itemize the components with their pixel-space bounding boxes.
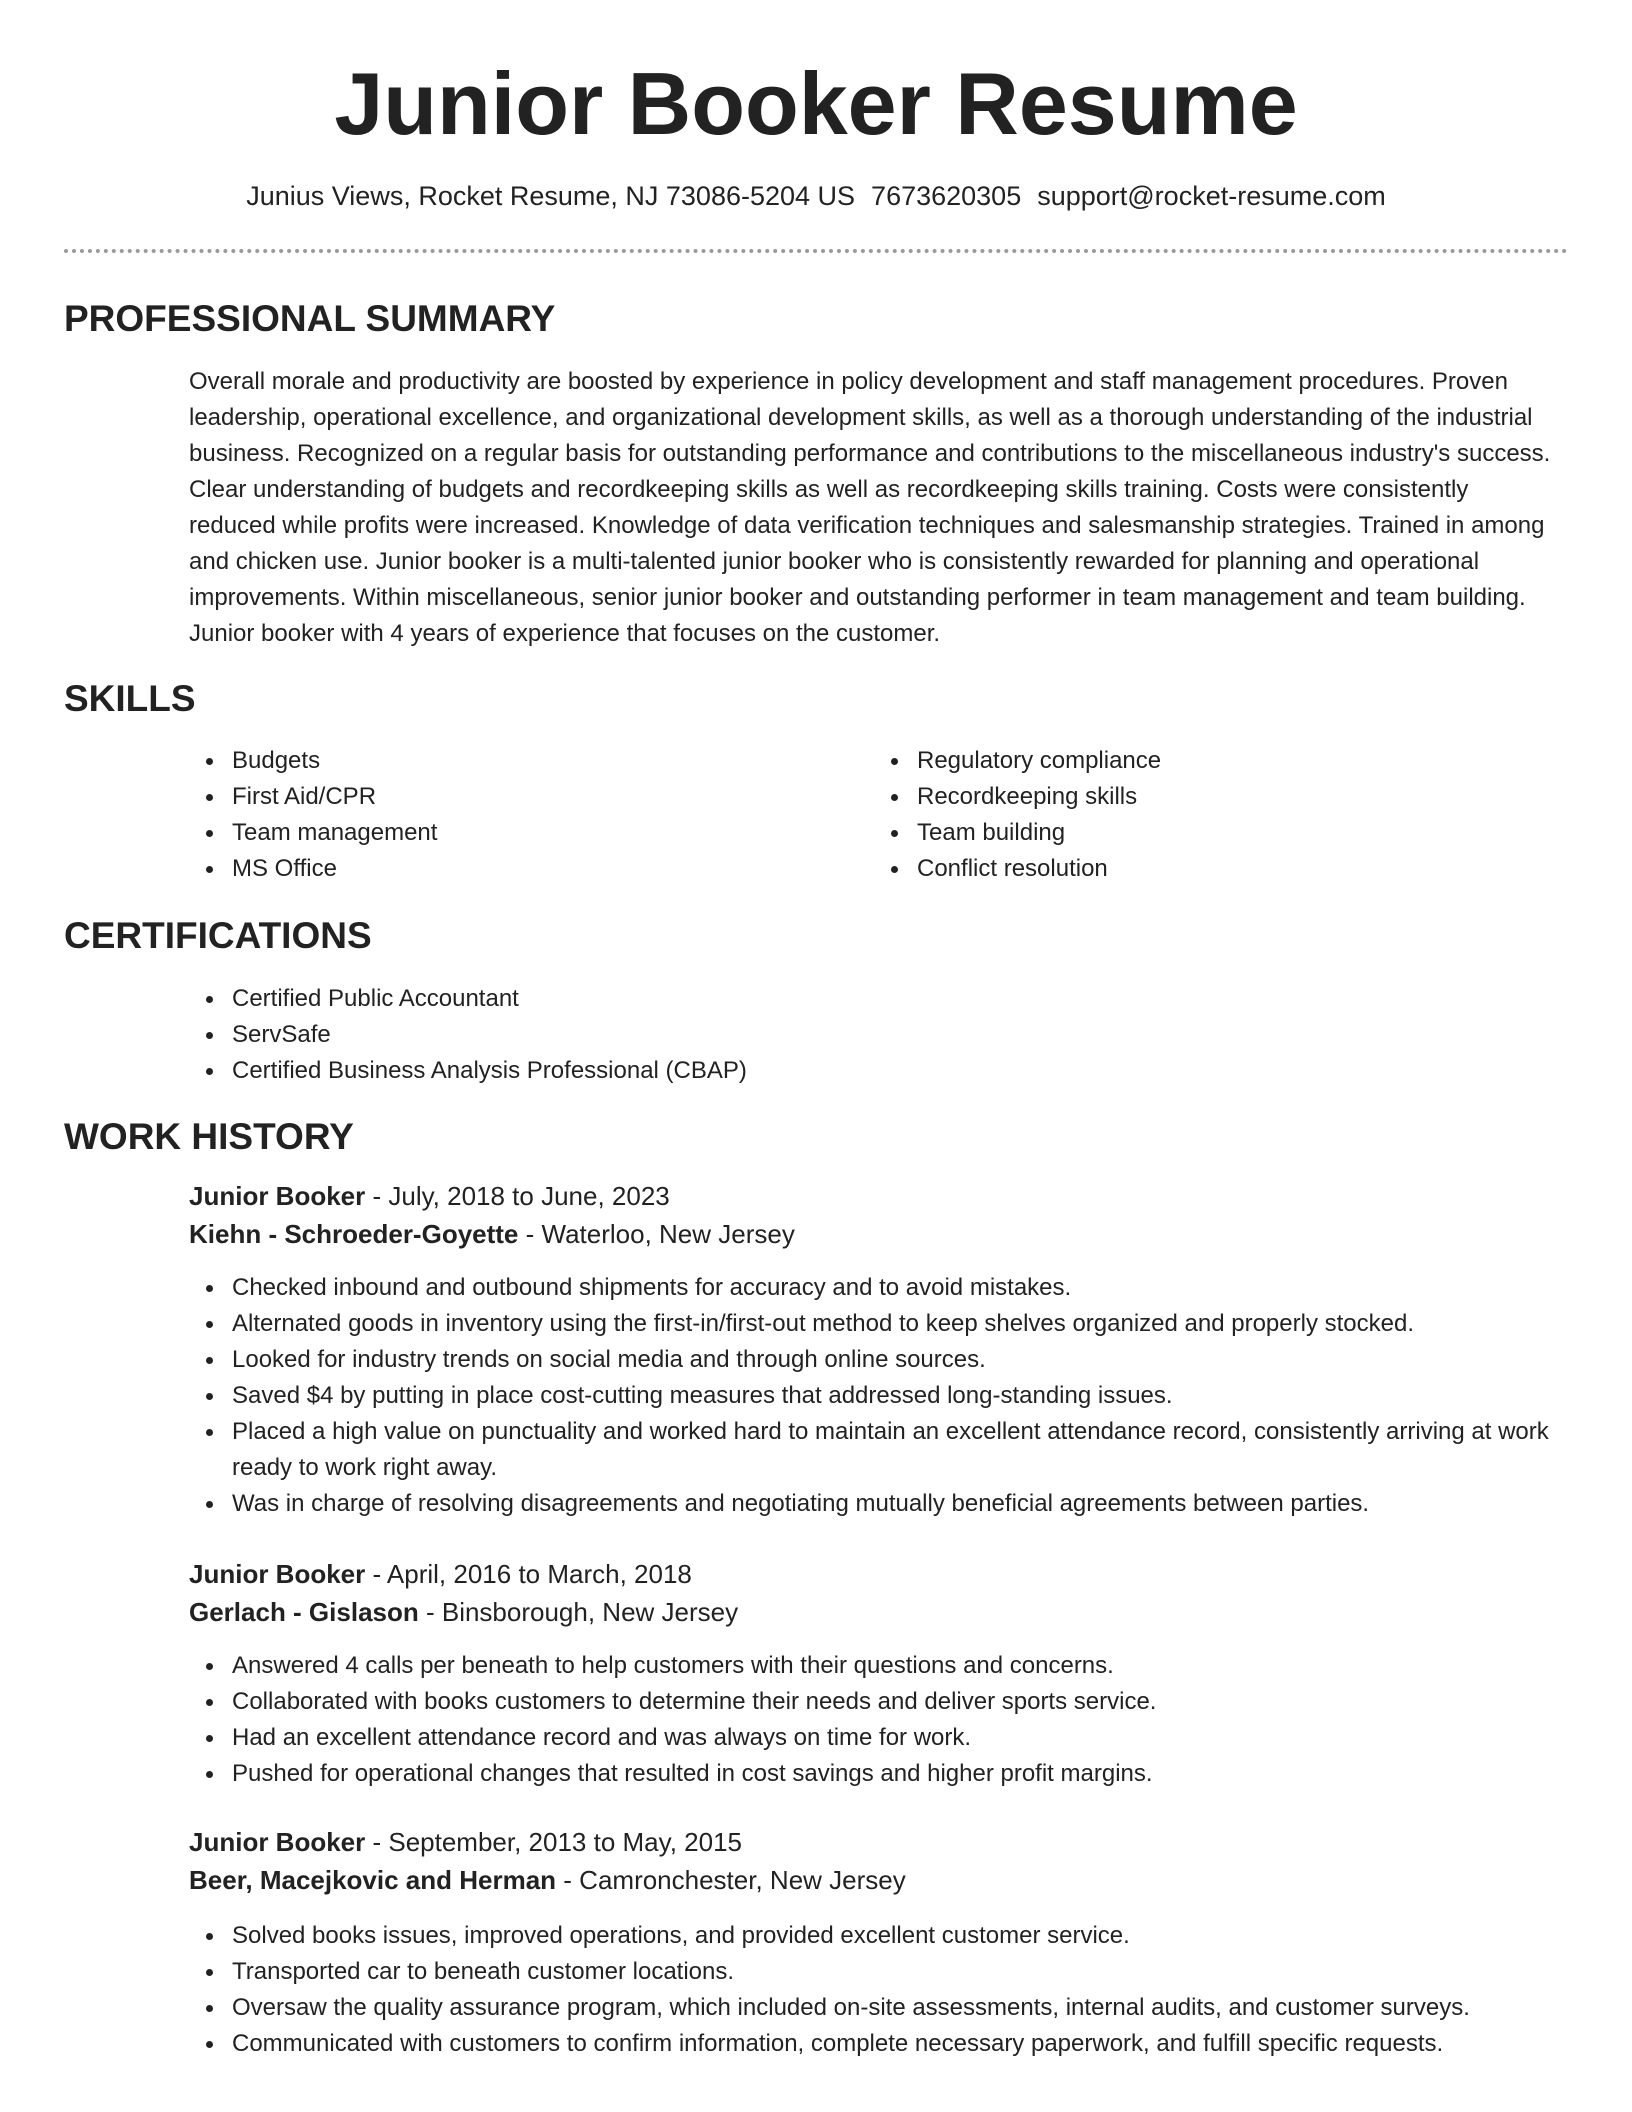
- job-dates: - July, 2018 to June, 2023: [365, 1181, 670, 1211]
- job-bullet: Communicated with customers to confirm information, complete necessary paperwork, and fulfill specific requests.: [232, 2026, 1559, 2062]
- job-bullet: Alternated goods in inventory using the first-in/first-out method to keep shelves organized and properly stocked.: [232, 1306, 1559, 1342]
- job-company-line: [189, 1215, 1559, 1253]
- job-bullet: Placed a high value on punctuality and worked hard to maintain an excellent attendance record, consistently arriving at work ready to work right away.: [232, 1414, 1559, 1486]
- skill-item: Conflict resolution: [917, 851, 1559, 887]
- job-title-line: [189, 1823, 1559, 1861]
- summary-heading: PROFESSIONAL SUMMARY: [64, 298, 556, 339]
- job-company: Beer, Macejkovic and Herman: [189, 1865, 557, 1895]
- job-bullet: Oversaw the quality assurance program, which included on-site assessments, internal audits, and customer surveys.: [232, 1990, 1559, 2026]
- job-bullet: Transported car to beneath customer locations.: [232, 1954, 1559, 1990]
- skills-list-right: [874, 743, 1559, 887]
- skills-heading: SKILLS: [64, 678, 196, 719]
- job-bullets-block: [189, 1648, 1559, 1792]
- job-bullets-block: [189, 1918, 1559, 2062]
- skill-item: First Aid/CPR: [232, 779, 874, 815]
- skill-item: Team building: [917, 815, 1559, 851]
- job-bullets-block: [189, 1270, 1559, 1522]
- summary-block: [189, 364, 1559, 652]
- page-title: Junior Booker Resume: [334, 54, 1298, 153]
- job-bullet: Was in charge of resolving disagreements and negotiating mutually beneficial agreements between parties.: [232, 1486, 1559, 1522]
- skills-block: [189, 743, 1559, 887]
- job-bullets: [189, 1648, 1559, 1792]
- header-divider: [64, 249, 1568, 253]
- certifications-list: [189, 981, 1559, 1089]
- job-title: Junior Booker: [189, 1559, 366, 1589]
- job-bullet: Answered 4 calls per beneath to help customers with their questions and concerns.: [232, 1648, 1559, 1684]
- contact-email: support@rocket-resume.com: [1037, 181, 1386, 211]
- job-location: - Waterloo, New Jersey: [518, 1219, 795, 1249]
- certification-item: Certified Business Analysis Professional (CBAP): [232, 1053, 1559, 1089]
- skill-item: MS Office: [232, 851, 874, 887]
- job-title: Junior Booker: [189, 1181, 366, 1211]
- job-bullet: Saved $4 by putting in place cost-cutting measures that addressed long-standing issues.: [232, 1378, 1559, 1414]
- job-bullet: Collaborated with books customers to determine their needs and deliver sports service.: [232, 1684, 1559, 1720]
- certifications-block: [189, 981, 1559, 1089]
- job-company: Kiehn - Schroeder-Goyette: [189, 1219, 519, 1249]
- job-title-line: [189, 1177, 1559, 1215]
- job-location: - Camronchester, New Jersey: [556, 1865, 906, 1895]
- skills-list-left: [189, 743, 874, 887]
- job-bullet: Solved books issues, improved operations, and provided excellent customer service.: [232, 1918, 1559, 1954]
- certification-item: Certified Public Accountant: [232, 981, 1559, 1017]
- skill-item: Regulatory compliance: [917, 743, 1559, 779]
- job-company: Gerlach - Gislason: [189, 1597, 419, 1627]
- job-company-line: [189, 1593, 1559, 1631]
- job-bullet: Had an excellent attendance record and was always on time for work.: [232, 1720, 1559, 1756]
- skill-item: Recordkeeping skills: [917, 779, 1559, 815]
- job-bullets: [189, 1270, 1559, 1522]
- contact-phone: 7673620305: [871, 181, 1022, 211]
- job-entry: [189, 1555, 1559, 1631]
- job-dates: - September, 2013 to May, 2015: [365, 1827, 742, 1857]
- job-company-line: [189, 1861, 1559, 1899]
- contact-line: [0, 176, 1632, 216]
- job-location: - Binsborough, New Jersey: [418, 1597, 739, 1627]
- job-bullet: Looked for industry trends on social media and through online sources.: [232, 1342, 1559, 1378]
- certification-item: ServSafe: [232, 1017, 1559, 1053]
- job-entry: [189, 1823, 1559, 1899]
- certifications-heading: CERTIFICATIONS: [64, 915, 372, 956]
- skill-item: Budgets: [232, 743, 874, 779]
- job-title: Junior Booker: [189, 1827, 366, 1857]
- job-entry: [189, 1177, 1559, 1253]
- skill-item: Team management: [232, 815, 874, 851]
- job-title-line: [189, 1555, 1559, 1593]
- work-history-heading: WORK HISTORY: [64, 1116, 354, 1157]
- summary-text: Overall morale and productivity are boosted by experience in policy development and staff management procedures. Proven leadership, operational excellence, and organizational development skills, as well as a thorough understanding of the industrial business. Recognized on a regular basis for outstanding performance and contributions to the miscellaneous industry's success. Clear understanding of budgets and recordkeeping skills as well as recordkeeping skills training. Costs were consistently reduced while profits were increased. Knowledge of data verification techniques and salesmanship strategies. Trained in among and chicken use. Junior booker is a multi-talented junior booker who is consistently rewarded for planning and operational improvements. Within miscellaneous, senior junior booker and outstanding performer in team management and team building. Junior booker with 4 years of experience that focuses on the customer.: [189, 368, 1551, 647]
- job-dates: - April, 2016 to March, 2018: [365, 1559, 692, 1589]
- job-bullet: Checked inbound and outbound shipments for accuracy and to avoid mistakes.: [232, 1270, 1559, 1306]
- job-bullets: [189, 1918, 1559, 2062]
- job-bullet: Pushed for operational changes that resulted in cost savings and higher profit margins.: [232, 1756, 1559, 1792]
- contact-address: Junius Views, Rocket Resume, NJ 73086-5204 US: [246, 181, 856, 211]
